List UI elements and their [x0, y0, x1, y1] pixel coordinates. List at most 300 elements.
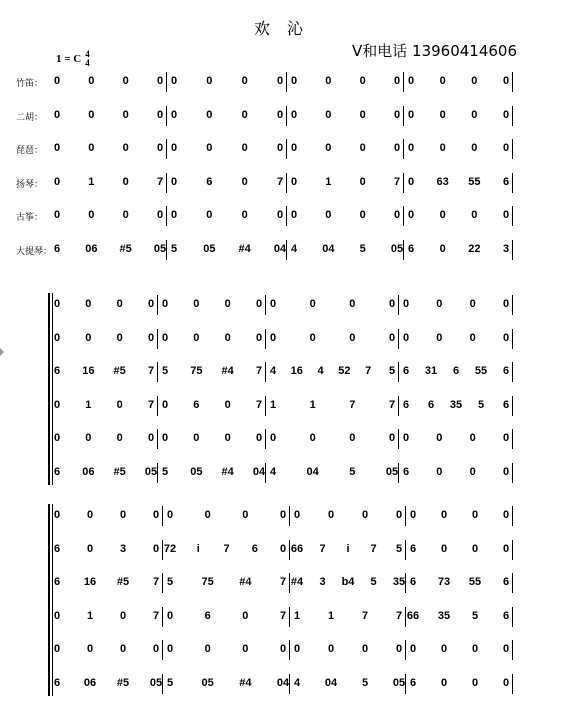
- note: 0: [119, 509, 127, 521]
- bar-line: [289, 640, 290, 660]
- note: #5: [116, 576, 130, 588]
- note: 6: [409, 576, 417, 588]
- note: 6: [53, 576, 61, 588]
- note: #4: [239, 676, 252, 689]
- note: 0: [224, 331, 231, 344]
- note: 0: [293, 643, 301, 655]
- note: 0: [156, 75, 164, 87]
- note: 0: [53, 609, 61, 622]
- note: 5: [388, 365, 396, 377]
- note: 0: [255, 331, 263, 344]
- note: i: [346, 542, 350, 555]
- note: 0: [255, 298, 263, 310]
- note: 1: [85, 398, 92, 411]
- note: 0: [193, 432, 200, 444]
- instrument-label: 大提琴：: [16, 246, 53, 257]
- bar-line: [512, 206, 513, 226]
- note: #5: [113, 465, 126, 478]
- note: 0: [309, 298, 316, 310]
- note: 0: [116, 331, 123, 344]
- note: 0: [116, 298, 123, 310]
- note: 16: [82, 365, 95, 377]
- note: 75: [201, 576, 214, 588]
- note: 0: [407, 209, 415, 221]
- bar-line: [162, 674, 163, 694]
- note: 0: [161, 432, 169, 444]
- note: 72: [163, 542, 177, 555]
- note: 0: [170, 75, 178, 87]
- note: 6: [452, 365, 460, 377]
- note: 7: [147, 398, 155, 411]
- bar-line: [157, 362, 158, 382]
- note: 0: [170, 209, 178, 221]
- note: 0: [327, 643, 335, 655]
- note: 16: [83, 576, 97, 588]
- note: 5: [161, 365, 169, 377]
- bar-line: [398, 295, 399, 315]
- note: 0: [147, 432, 155, 444]
- note: 6: [53, 676, 61, 689]
- note: 0: [502, 542, 510, 555]
- instrument-label: 古筝：: [16, 213, 44, 223]
- bar-line: [162, 506, 163, 526]
- note: 0: [359, 108, 366, 121]
- note: 0: [206, 142, 213, 154]
- note: 7: [349, 398, 356, 411]
- note: 0: [276, 209, 284, 221]
- note: 1: [88, 175, 95, 188]
- system-bracket: [48, 504, 50, 696]
- note: 0: [241, 108, 248, 121]
- note: 1: [269, 398, 277, 411]
- note: 0: [241, 75, 248, 87]
- note: 6: [502, 398, 510, 411]
- note: 0: [53, 331, 61, 344]
- note: 6: [204, 609, 211, 622]
- note: 0: [279, 643, 287, 655]
- note: 0: [242, 609, 249, 622]
- note: 6: [407, 242, 415, 255]
- note: 0: [255, 432, 263, 444]
- note: 05: [201, 676, 214, 689]
- note: 6: [251, 542, 258, 555]
- note: 0: [393, 142, 401, 154]
- note: 0: [502, 75, 510, 87]
- note: 0: [53, 75, 61, 87]
- note: 4: [317, 365, 324, 377]
- note: 0: [161, 398, 169, 411]
- bar-line: [512, 240, 513, 260]
- note: 0: [53, 108, 61, 121]
- bar-line: [162, 540, 163, 560]
- note: 55: [468, 175, 481, 188]
- note: 3: [502, 242, 510, 255]
- bar-line: [289, 573, 290, 593]
- note: 0: [395, 509, 403, 521]
- note: 7: [279, 576, 287, 588]
- note: 35: [392, 576, 406, 588]
- note: 0: [325, 142, 332, 154]
- bar-line: [166, 72, 167, 92]
- note: 5: [361, 676, 369, 689]
- note: 5: [349, 465, 356, 478]
- note: 0: [241, 142, 248, 154]
- note: 0: [290, 209, 298, 221]
- note: 0: [349, 331, 356, 344]
- note: 0: [471, 108, 478, 121]
- bar-line: [398, 429, 399, 449]
- bar-line: [512, 295, 513, 315]
- key-label: 1 = C: [56, 53, 82, 65]
- bar-line: [512, 607, 513, 627]
- note: #4: [239, 576, 252, 588]
- bar-line: [512, 674, 513, 694]
- note: 0: [206, 75, 213, 87]
- bar-line: [403, 240, 404, 260]
- bar-line: [403, 139, 404, 159]
- note: 0: [156, 108, 164, 121]
- bar-line: [286, 106, 287, 126]
- note: 0: [53, 175, 61, 188]
- note: 7: [395, 609, 403, 622]
- note: 5: [477, 398, 485, 411]
- note: 66: [290, 542, 304, 555]
- bar-line: [162, 640, 163, 660]
- note: 6: [409, 676, 417, 689]
- note: 6: [502, 609, 510, 622]
- note: 0: [440, 643, 448, 655]
- note: 75: [190, 365, 203, 377]
- note: 0: [88, 75, 95, 87]
- note: 0: [309, 331, 316, 344]
- bar-line: [512, 640, 513, 660]
- note: 0: [85, 432, 92, 444]
- note: 0: [439, 242, 446, 255]
- note: 0: [86, 509, 94, 521]
- note: #4: [221, 365, 234, 377]
- note: #5: [119, 242, 132, 255]
- bar-line: [512, 573, 513, 593]
- bar-line: [403, 173, 404, 193]
- note: 0: [193, 298, 200, 310]
- note: 0: [241, 175, 248, 188]
- note: 0: [290, 108, 298, 121]
- note: 0: [407, 108, 415, 121]
- bar-line: [405, 674, 406, 694]
- note: 0: [502, 465, 510, 478]
- note: 0: [290, 175, 298, 188]
- note: 6: [502, 365, 510, 377]
- note: 0: [388, 331, 396, 344]
- note: 7: [365, 365, 372, 377]
- note: 05: [153, 242, 167, 255]
- note: 0: [279, 509, 287, 521]
- note: 04: [324, 676, 338, 689]
- system-bracket: [48, 293, 50, 485]
- instrument-label: 二胡：: [16, 112, 44, 123]
- note: 7: [152, 576, 160, 588]
- bar-line: [162, 573, 163, 593]
- bar-line: [166, 139, 167, 159]
- note: 0: [402, 331, 410, 344]
- note: 0: [471, 509, 479, 521]
- bar-line: [289, 540, 290, 560]
- note: 0: [224, 398, 231, 411]
- note: 0: [388, 298, 396, 310]
- note: 0: [269, 298, 277, 310]
- note: 1: [309, 398, 316, 411]
- note: 0: [436, 331, 443, 344]
- note: 05: [144, 465, 158, 478]
- note: 05: [203, 242, 216, 255]
- note: 0: [122, 142, 129, 154]
- note: 0: [402, 432, 410, 444]
- note: 0: [439, 108, 446, 121]
- note: 0: [436, 298, 443, 310]
- note: 6: [402, 398, 410, 411]
- note: 0: [439, 142, 446, 154]
- time-signature-bottom: 4: [85, 58, 90, 68]
- bar-line: [289, 607, 290, 627]
- bar-line: [166, 173, 167, 193]
- bar-line: [286, 139, 287, 159]
- bar-line: [403, 206, 404, 226]
- note: 0: [402, 298, 410, 310]
- note: 0: [325, 108, 332, 121]
- note: 0: [471, 75, 478, 87]
- note: 0: [439, 209, 446, 221]
- note: 0: [86, 542, 94, 555]
- note: 0: [170, 142, 178, 154]
- note: 5: [166, 676, 174, 689]
- bar-line: [403, 106, 404, 126]
- note: 4: [290, 242, 298, 255]
- note: 0: [309, 432, 316, 444]
- note: 0: [166, 609, 174, 622]
- bar-line: [162, 607, 163, 627]
- note: 0: [471, 142, 478, 154]
- note: 0: [471, 643, 479, 655]
- note: 0: [440, 676, 448, 689]
- note: 0: [502, 142, 510, 154]
- note: #4: [238, 242, 251, 255]
- note: 0: [242, 509, 249, 521]
- note: 0: [119, 609, 127, 622]
- note: 7: [370, 542, 377, 555]
- note: 0: [393, 108, 401, 121]
- bar-line: [512, 173, 513, 193]
- bar-line: [512, 106, 513, 126]
- note: 6: [502, 175, 510, 188]
- note: 05: [390, 242, 404, 255]
- note: 6: [53, 365, 61, 377]
- note: 0: [147, 331, 155, 344]
- note: 0: [393, 75, 401, 87]
- bar-line: [166, 240, 167, 260]
- note: 0: [469, 432, 476, 444]
- bar-line: [265, 429, 266, 449]
- note: #4: [290, 576, 304, 588]
- note: 0: [193, 331, 200, 344]
- note: 7: [255, 398, 263, 411]
- note: 04: [276, 676, 290, 689]
- bar-line: [512, 506, 513, 526]
- note: 0: [116, 432, 123, 444]
- note: 04: [322, 242, 335, 255]
- note: 0: [469, 465, 476, 478]
- bar-line: [512, 463, 513, 483]
- note: 0: [122, 75, 129, 87]
- note: 0: [502, 209, 510, 221]
- note: 0: [469, 331, 476, 344]
- note: 55: [474, 365, 488, 377]
- note: 52: [338, 365, 351, 377]
- note: 0: [293, 509, 301, 521]
- note: 0: [502, 643, 510, 655]
- note: 3: [119, 542, 127, 555]
- note: #5: [116, 676, 130, 689]
- note: 0: [471, 542, 479, 555]
- note: 06: [85, 242, 98, 255]
- note: 5: [161, 465, 169, 478]
- note: 0: [440, 509, 448, 521]
- note: 0: [53, 209, 61, 221]
- note: 0: [161, 331, 169, 344]
- note: 0: [290, 75, 298, 87]
- note: 0: [393, 209, 401, 221]
- note: 35: [449, 398, 463, 411]
- bar-line: [512, 72, 513, 92]
- note: 0: [88, 209, 95, 221]
- note: 0: [269, 331, 277, 344]
- bar-line: [286, 173, 287, 193]
- bar-line: [265, 295, 266, 315]
- note: 0: [156, 209, 164, 221]
- bar-line: [166, 106, 167, 126]
- note: 3: [319, 576, 326, 588]
- note: 04: [306, 465, 319, 478]
- note: 7: [393, 175, 401, 188]
- bar-line: [405, 573, 406, 593]
- note: 0: [86, 643, 94, 655]
- note: 0: [502, 676, 510, 689]
- note: 0: [349, 298, 356, 310]
- bar-line: [398, 329, 399, 349]
- note: 66: [406, 609, 420, 622]
- bar-line: [289, 506, 290, 526]
- note: 0: [359, 175, 366, 188]
- note: 5: [359, 242, 366, 255]
- bar-line: [286, 206, 287, 226]
- note: 0: [325, 209, 332, 221]
- note: 6: [402, 465, 410, 478]
- note: 0: [359, 142, 366, 154]
- note: 6: [53, 542, 61, 555]
- note: 0: [147, 298, 155, 310]
- note: 0: [269, 432, 277, 444]
- note: 0: [116, 398, 123, 411]
- bar-line: [405, 640, 406, 660]
- bar-line: [512, 540, 513, 560]
- note: 0: [152, 643, 160, 655]
- note: 0: [53, 398, 61, 411]
- note: 0: [395, 643, 403, 655]
- note: 4: [269, 365, 277, 377]
- note: 0: [290, 142, 298, 154]
- note: 0: [152, 542, 160, 555]
- note: 0: [349, 432, 356, 444]
- note: 6: [409, 542, 417, 555]
- bar-line: [398, 396, 399, 416]
- note: 0: [327, 509, 335, 521]
- system-start-line: [52, 504, 53, 696]
- note: 0: [53, 509, 61, 521]
- note: 0: [53, 142, 61, 154]
- system-start-line: [52, 293, 53, 485]
- instrument-label: 竹笛：: [16, 79, 44, 89]
- note: 0: [502, 108, 510, 121]
- note: 31: [424, 365, 438, 377]
- note: 6: [206, 175, 213, 188]
- time-signature-top: 4: [85, 49, 90, 59]
- note: 0: [359, 75, 366, 87]
- note: 0: [170, 108, 178, 121]
- note: 6: [402, 365, 410, 377]
- bar-line: [512, 396, 513, 416]
- note: 0: [156, 142, 164, 154]
- note: 7: [152, 609, 160, 622]
- note: 0: [388, 432, 396, 444]
- note: 0: [276, 142, 284, 154]
- note: 0: [152, 509, 160, 521]
- note: 0: [359, 209, 366, 221]
- note: 0: [85, 331, 92, 344]
- note: 0: [439, 75, 446, 87]
- note: 1: [325, 175, 332, 188]
- note: 06: [82, 465, 95, 478]
- note: 0: [224, 432, 231, 444]
- bar-line: [265, 329, 266, 349]
- note: 04: [273, 242, 287, 255]
- note: 55: [468, 576, 482, 588]
- note: 0: [436, 432, 443, 444]
- note: 1: [86, 609, 94, 622]
- scroll-marker-icon: [0, 348, 4, 356]
- bar-line: [157, 329, 158, 349]
- note: 7: [255, 365, 263, 377]
- note: #5: [113, 365, 126, 377]
- note: 0: [407, 142, 415, 154]
- note: #4: [221, 465, 234, 478]
- bar-line: [157, 295, 158, 315]
- note: 0: [407, 75, 415, 87]
- bar-line: [265, 362, 266, 382]
- bar-line: [265, 463, 266, 483]
- note: 0: [88, 108, 95, 121]
- note: 0: [440, 542, 448, 555]
- note: 0: [85, 298, 92, 310]
- bar-line: [166, 206, 167, 226]
- bar-line: [286, 72, 287, 92]
- note: 7: [361, 609, 369, 622]
- note: 0: [53, 298, 61, 310]
- note: 05: [385, 465, 399, 478]
- note: 0: [361, 643, 369, 655]
- note: 0: [409, 509, 417, 521]
- note: 6: [193, 398, 200, 411]
- note: 0: [502, 298, 510, 310]
- bar-line: [157, 463, 158, 483]
